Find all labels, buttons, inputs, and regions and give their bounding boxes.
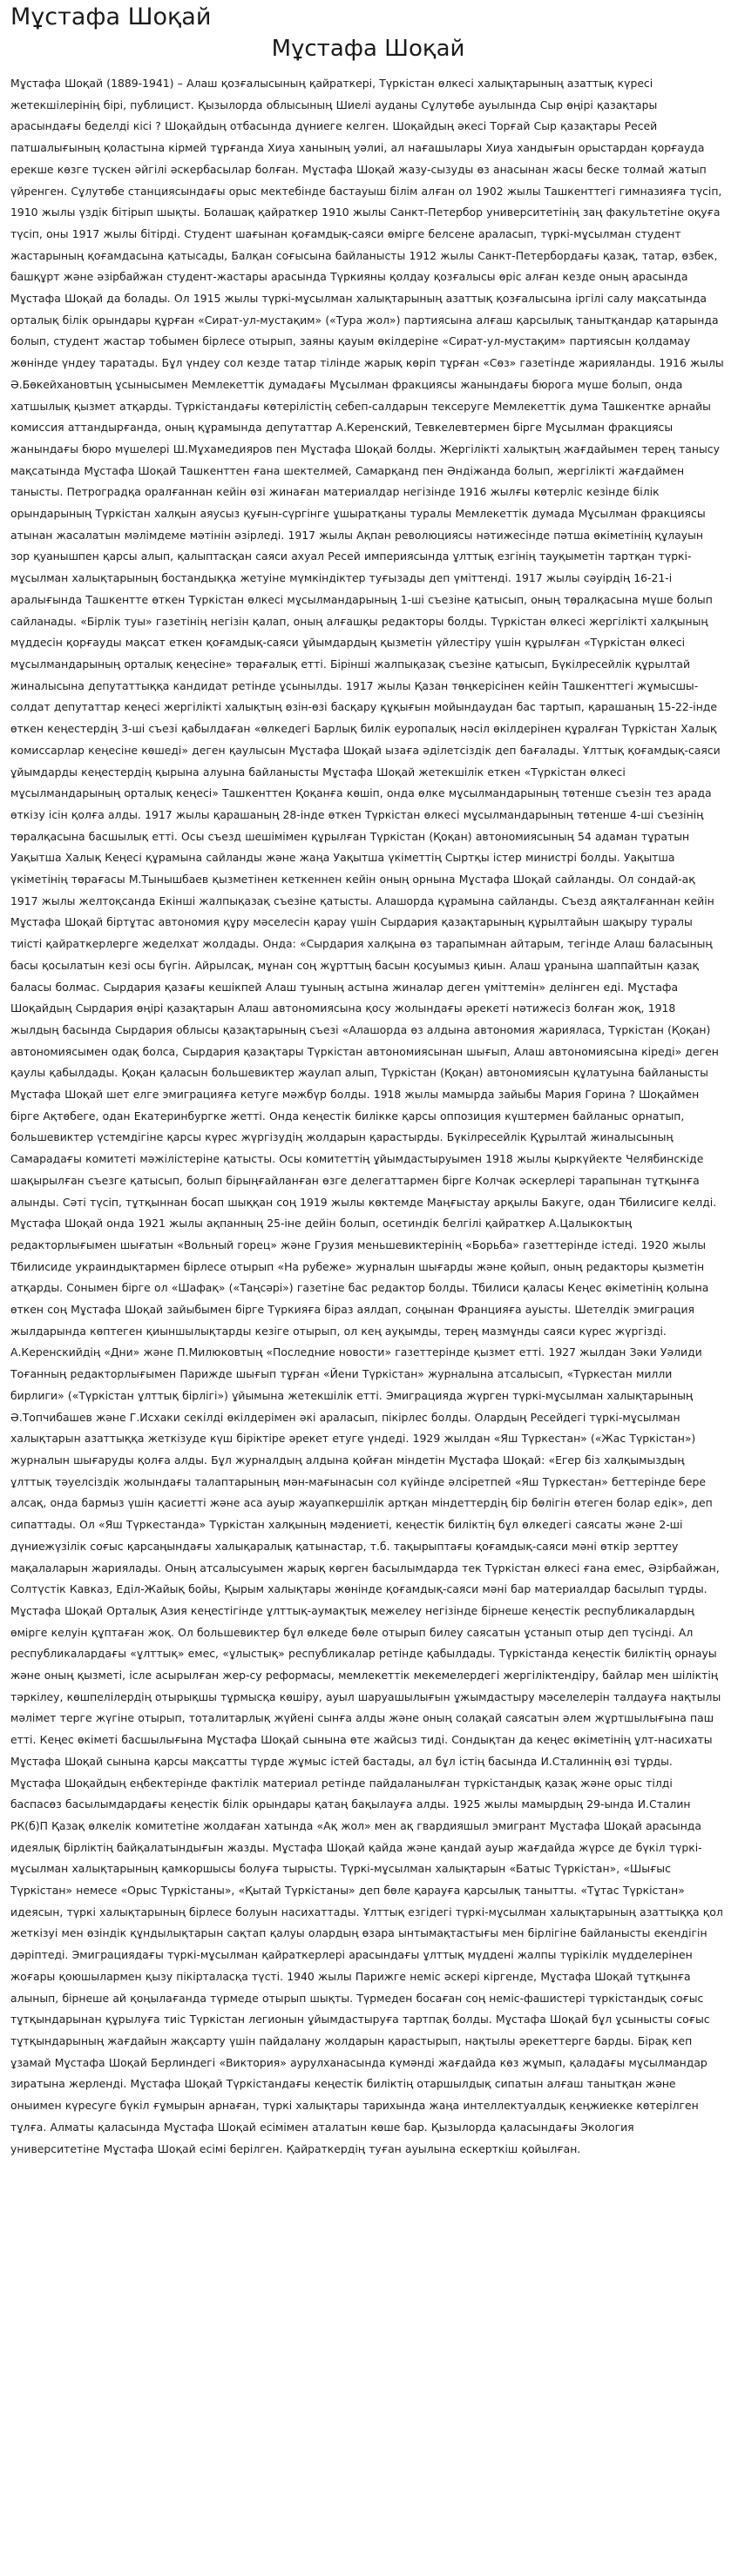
page-header-title: Мұстафа Шоқай bbox=[10, 3, 212, 30]
article-title: Мұстафа Шоқай bbox=[271, 36, 465, 62]
article-body: Мұстафа Шоқай (1889-1941) – Алаш қозғалысының қайраткері, Түркістан өлкесі халықтарының азаттық күресі жетекшілерінің бірі, публицист. Қызылорда облысының Шиелі ауданы Сұлутөбе ауылында Сыр өңірі қазақтары арасындағы беделді кісі ? Шоқайдың отбасында дүниеге келген. Шоқайдың әкесі Торғай Сыр қазақтары Ресей патшалығының қоластына кірмей тұрғанда Хиуа ханының уәлиі, ал нағашылары Хиуа хандығын орыстардан қорғауда ерекше көзге түскен әйгілі әскербасылар болған. Мұстафа Шоқай жазу-сызуды өз анасынан жасы бескe толмай жатып үйренген. Сұлутөбе станциясындағы орыс мектебінде бастауыш білім алған ол 1902 жылы Ташкенттегі гимназияға түсіп, 1910 жылы үздік бітірып шықты. Болашақ қайраткер 1910 жылы Санкт-Петербор университетінің заң факультетіне оқуға түсіп, оны 1917 жылы бітірді. Студент шағынан қоғамдық-саяси өмірге белсене араласып, түркі-мұсылман студент жастарының қоғамдасына қатысады, Балқан соғысына байланысты 1912 жылы Санкт-Петербордағы қазақ, татар, өзбек, башқұрт және әзірбайжан студент-жастары арасында Түркияны қолдау қозғалысы өріс алған кезде оның арасында Мұстафа Шоқай да болады. Ол 1915 жылы түркі-мұсылман халықтарының азаттық қозғалысына іргілі салу мақсатында орталық білік орындары құрған «Сират-ул-мустақим» («Тура жол») партиясына алғаш қарсылық танытқандар қатарында болып, студент жастар тобымен бірлесе отырып, заяны қауым өкілдеріне «Сират-ул-мустақим» партиясын қолдамау жөнінде үндеу таратады. Бұл үндеу сол кезде татар тілінде жарық көріп тұрған «Сөз» газетінде жарияланды. 1916 жылы Ә.Бөкейхановтың ұсынысымен Мемлекеттік думадағы Мұсылман фракциясы жанындағы бюрога мүше болып, онда хатшылық қызмет атқарды. Түркістандағы көтерілістің себеп-салдарын тексеруге Мемлекеттік дума Ташкентке арнайы комиссия аттандырғанда, оның құрамында депутаттар А.Керенский, Тевкелевтермен бірге Мұсылман фракциясы жанындағы бюро мүшелері Ш.Мұхамедияров пен Мұстафа Шоқай болды. Жергілікті халықтың жағдайымен терең танысу мақсатында Мұстафа Шоқай Ташкенттен ғана шектелмей, Самарқанд пен Әндіжанда болып, жергілікті жағдаймен танысты. Петроградқа оралғаннан кейін өзі жинаған материалдар негізінде 1916 жылғы көтерліс кезінде білік орындарының Түркістан халқын аяусыз қуғын-сүргінге ұшыратқаны туралы Мемлекеттік думада Мұсылман фракциясы атынан жасалатын мәлімдеме мәтінін әзірледі. 1917 жылы Ақпан революциясы нәтижесінде пәтша өкіметінің құлауын зор қуанышпен қарсы алып, қалыптасқан саяси ахуал Ресей империясында ұлттық езгінің тауқыметін тартқан түркі-мұсылман халықтарының бостандыққа жетуіне мүмкіндіктер туғызады деп үміттенді. 1917 жылы сәуірдің 16-21-і аралығында Ташкентте өткен Түркістан өлкесі мұсылмандарының 1-ші съезіне қатысып, оның төралқасына мүше болып сайланады. «Бірлік туы» газетінің негізін қалап, оның алғашқы редакторы болды. Түркістан өлкесі жергілікті халқының мүддесін қорғауды мақсат еткен қоғамдық-саяси ұйымдардың қызметін үйлестіру үшін құрылған «Түркістан өлкесі мұсылмандарының орталық кеңесіне» төрағалық етті. Бірінші жалпықазақ съезіне қатысып, Бүкілресейлік құрылтай жиналысына депутаттыққа кандидат ретінде ұсынылды. 1917 жылы Қазан төңкерісінен кейін Ташкенттегі жұмысшы-солдат депутаттар кеңесі жергілікті халықтың өзін-өзі басқару құқығын мойындаудан бас тартып, қарашаның 15-22-інде өткен кеңестердің 3-ші съезі қабылдаған «өлкедегі Барлық билік еуропалық нәсіл өкілдерінен құралған Түркістан Халық комиссарлар кеңесіне көшеді» деген қаулысын Мұстафа Шоқай ызаға әділетсіздік деп бағалады. Ұлттық қоғамдық-саяси ұйымдарды кеңестердің қырына алуына байланысты Мұстафа Шоқай жетекшілік еткен «Түркістан өлкесі мұсылмандарының орталық кеңесі» Ташкенттен Қоқанға көшіп, онда өлке мұсылмандарының төтенше съезін тез арада өткізу ісін қолға алды. 1917 жылы қарашаның 28-інде өткен Түркістан өлкесі мұсылмандарының төтенше 4-ші съезінің төралқасына басшылық етті. Осы съезд шешімімен құрылған Түркістан (Қоқан) автономиясының 54 адаман тұратын Уақытша Халық Кеңесі құрамына сайланды және жаңа Уақытша үкіметтің Сыртқы істер министрі болды. Уақытша үкіметінің төрағасы М.Тынышбаев қызметінен кеткеннен кейін оның орнына Мұстафа Шоқай сайланды. Ол сондай-ақ 1917 жылы желтоқсанда Екінші жалпықазақ съезіне қатысты. Алашорда құрамына сайланды. Съезд аяқталғаннан кейін Мұстафа Шоқай біртұтас автономия құру мәселесін қарау үшін Сырдария қазақтарының құрылтайын шақыру туралы тиісті қайраткерлерге жеделхат жолдады. Онда: «Сырдария халқына өз тарапымнан айтарым, тегінде Алаш баласының басы қосылатын кезі осы бүгін. Айрылсақ, мұнан соң жұрттың басын қосуымыз қиын. Алаш ұранына шаппайтын қазақ баласы болмас. Сырдария қазағы кешікпей Алаш туының астына жиналар деген үміттемін» делінген еді. Мұстафа Шоқайдың Сырдария өңірі қазақтарын Алаш автономиясына қосу жолындағы әрекеті нәтижесіз болған жоқ, 1918 жылдың басында Сырдария облысы қазақтарының съезі «Алашорда өз алдына автономия жарияласа, Түркістан (Қоқан) автономиясымен одақ болса, Сырдария қазақтары Түркістан автономиясынан шығып, Алаш автономиясына кіреді» деген қаулы қабылдады. Қоқан қаласын большевиктер жаулап алып, Түркістан (Қоқан) автономиясын құлатуына байланысты Мұстафа Шоқай шет елге эмиграцияға кетуге мәжбүр болды. 1918 жылы мамырда зайыбы Мария Горина ? Шоқаймен бірге Ақтөбеге, одан Екатеринбургке жетті. Онда кеңестік билікке қарсы оппозиция күштермен байланыс орнатып, большевиктер үстемдігіне қарсы күрес жүргізудің жолдарын қарастырды. Бүкілресейлік Құрылтай жиналысының Самарадағы комитеті мәжілістеріне қатысты. Осы комитеттің ұйымдастыруымен 1918 жылы қыркүйекте Челябинскіде шақырылған съезге қатысып, болып бірыңғайланған өзге делегаттармен бірге Колчак әскерлері тарапынан тұтқынға алынды. Сәті түсіп, тұтқыннан босап шыққан соң 1919 жылы көктемде Маңғыстау арқылы Бакуге, одан Тбилисиге келді. Мұстафа Шоқай онда 1921 жылы ақпанның 25-іне дейін болып, осетиндік белгілі қайраткер А.Цалыкоктың редакторлығымен шығатын «Вольный горец» және Грузия меньшевиктерінің «Борьба» газеттерінде істеді. 1920 жылы Тбилисиде украиндықтармен бірлесе отырып «На рубеже» журналын шығарды және қойып, оның редакторы қызметін атқарды. Сонымен бірге ол «Шафақ» («Таңсәрі») газетіне бас редактор болды. Тбилиси қаласы Кеңес өкіметінің қолына өткен соң Мұстафа Шоқай зайыбымен бірге Түркияға біраз аялдап, соңынан Францияға ауысты. Шетелдік эмиграция жылдарында көптеген қиыншылықтарды кезіге отырып, ол кең ауқымды, терең мазмұнды саяси күрес жүргізді. А.Керенскийдің «Дни» және П.Милюковтың «Последние новости» газеттерінде қызмет етті. 1927 жылдан Зәки Уәлиди Тоғанның редакторлығымен Парижде шығып тұрған «Йени Түркістан» журналына атсалысып, «Түркестан милли бирлиги» («Түркістан ұлттық бірлігі») ұйымына жетекшілік етті. Эмиграцияда жүрген түркі-мұсылман халықтарының Ә.Топчибашев және Г.Исхаки секілді өкілдерімен әкі араласып, пікірлес болды. Олардың Ресейдегі түркі-мұсылман халықтарын азаттыққа жеткізуде күш біріктіре әрекет етуге үндеді. 1929 жылдан «Яш Түркестан» («Жас Түркістан») журналын шығаруды қолға алды. Бұл журналдың алдына қойған міндетін Мұстафа Шоқай: «Егер біз халқымыздың ұлттық тәуелсіздік жолындағы талаптарының мән-мағынасын сол күйінде әлсіретпей «Яш Түркестан» беттерінде бере алсақ, онда бармыз үшін қасиетті және аса ауыр жауапкершілік артқан міндеттердің бір бөлігін өтеген болар едік», деп сипаттады. Ол «Яш Түркестанда» Түркістан халқының мәдениеті, кеңестік биліктің бұл өлкедегі саясаты және 2-ші дүниежүзілік соғыс қарсаңындағы халықаралық қатынастар, т.б. тақырыптағы қоғамдық-саяси мәні өткір зерттеу мақалаларын жариялады. Оның атсалысуымен жарық көрген басылымдарда тек Түркістан өлкесі ғана емес, Әзірбайжан, Солтүстік Кавказ, Еділ-Жайық бойы, Қырым халықтары жөнінде қоғамдық-саяси мәні бар материалдар басылып тұрды. Мұстафа Шоқай Орталық Азия кеңестігінде ұлттық-аумақтық межелеу негізінде бірнеше кеңестік республикалардың өмірге келуін құптаған жоқ. Ол большевиктер бұл өлкеде бөле отырып билеу саясатын ұстанып отыр деп түсінді. Ал республикалардағы «ұлттық» емес, «ұлыстық» республикалар ретінде қабылдады. Түркістанда кеңестік биліктің орнауы және оның қызметі, ісле асырылған жер-су реформасы, мемлекеттік мекемелердегі жергіліктендіру, байлар мен шіліктің тәркілеу, көшпелілердің отырықшы тұрмысқа көшіру, ауыл шаруашылығын ұжымдастыру мәселелерін талдауға нақтылы мәлімет терге жүгіне отырып, тоталитарлық жүйені сынға алды және оның солақай саясатын әлем жұртшылығына паш етті. Кеңес өкіметі басшылығына Мұстафа Шоқай сынына өте жайсыз тиді. Сондықтан да кеңес өкіметінің ұлт-насихаты Мұстафа Шоқай сынына қарсы мақсатты түрде жұмыс істей бастады, ал бұл істің басында И.Сталиннің өзі тұрды. Мұстафа Шоқайдың еңбектерінде фактілік материал ретінде пайдаланылған түркістандық қазақ және орыс тілді баспасөз басылымдардағы кеңестік білік орындары қатаң бақылауға алды. 1925 жылы мамырдың 29-ында И.Сталин РК(б)П Қазақ өлкелік комитетіне жолдаған хатында «Ақ жол» мен ақ гвардияшыл эмигрант Мұстафа Шоқай арасында идеялық бірліктің байқалатындығын жазды. Мұстафа Шоқай қайда және қандай ауыр жағдайда жүрсе де бүкіл түркі-мұсылман халықтарының қамкоршысы болуға тырысты. Түркі-мұсылман халықтарын «Батыс Түркістан», «Шығыс Түркістан» немесе «Орыс Түркістаны», «Қытай Түркістаны» деп бөле қарауға қарсылық танытты. «Тұтас Түркістан» идеясын, түркі халықтарының бірлесе болуын насихаттады. Ұлттық езгідегі түркі-мұсылман халықтарының азаттыққа қол жеткізуі мен өзіндік құндылықтарын сақтап қалуы олардың өзара ынтымақтастығы мен бірлігіне байланысты екендігін дәріптеді. Эмиграциядағы түркі-мұсылман қайраткерлері арасындағы ұлттық мүддені жалпы түрікілік мүдделерінен жоғары қоюшылармен қызу пікірталасқа түсті. 1940 жылы Парижге неміс әскері кіргенде, Мұстафа Шоқай тұтқынға алынып, бірнеше ай қоңылағанда түрмеде отырып шықты. Түрмеден босаған соң неміс-фашистері түркістандық соғыс тұтқындарынан құрылуға тиіс Түркістан легионын ұйымдастыруға тартпақ болды. Мұстафа Шоқай бұл ұсынысты соғыс тұтқындарының жағдайын жақсарту үшін пайдалану жолдарын қарастырып, нақтылы әрекеттерге барды. Бірақ кеп ұзамай Мұстафа Шоқай Берлиндегі «Виктория» аурулханасында күмәнді жағдайда көз жұмып, қаладағы мұсылмандар зиратына жерленді. Мұстафа Шоқай Түркістандағы кеңестік биліктің отаршылдық сипатын алғаш танытқан және оныимен күресуге бүкіл ғұмырын арнаған, түркі халықтары тарихында жаңа интеллектуалдық кеңжиекке көтерілген тұлға. Алматы қаласында Мұстафа Шоқай есімімен аталатын көше бар. Қызылорда қаласындағы Экология университетіне Мұстафа Шоқай есімі берілген. Қайраткердің туған ауылына ескерткіш қойылған. bbox=[10, 77, 724, 2155]
